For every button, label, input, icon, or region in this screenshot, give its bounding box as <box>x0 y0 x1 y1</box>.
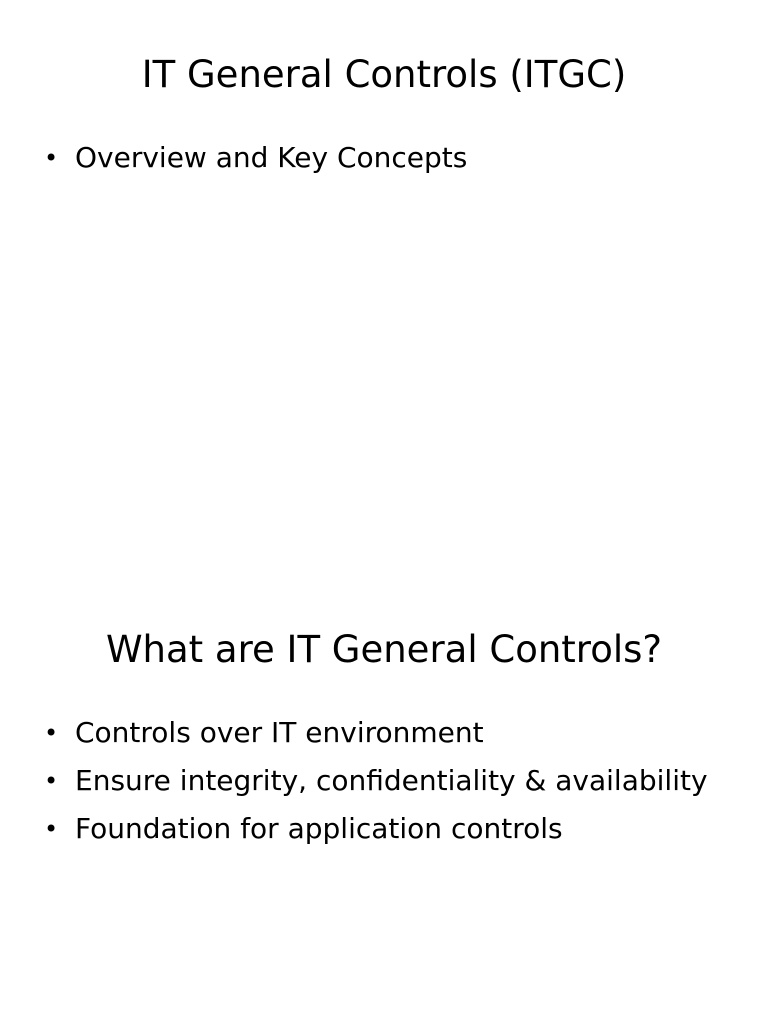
bullet-icon: • <box>44 815 59 843</box>
bullet-icon: • <box>44 719 59 747</box>
slide-2 <box>0 576 768 1024</box>
bullet-text: Ensure integrity, confidentiality & availability <box>75 764 708 797</box>
bullet-text: Foundation for application controls <box>75 812 563 845</box>
bullet-icon: • <box>44 767 59 795</box>
bullet-text: Controls over IT environment <box>75 716 484 749</box>
bullet-icon: • <box>44 144 59 172</box>
slide-title: What are IT General Controls? <box>105 628 663 671</box>
bullet-text: Overview and Key Concepts <box>75 141 468 174</box>
slide-title: IT General Controls (ITGC) <box>141 53 627 96</box>
